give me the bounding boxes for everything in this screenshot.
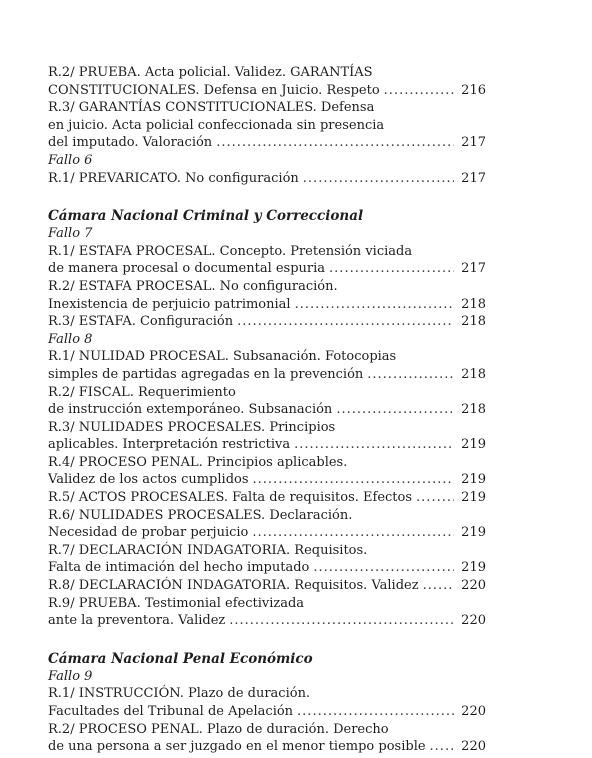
dot-leader: [237, 313, 454, 331]
toc-line: [48, 454, 486, 472]
entry-text: de manera procesal o documental espuria: [48, 261, 326, 277]
entry-text: R.3/ ESTAFA. Configuración: [48, 314, 234, 330]
toc-line: [48, 99, 486, 117]
dot-leader: [294, 436, 454, 454]
dot-leader: [229, 612, 454, 630]
entry-text: Validez de los actos cumplidos: [48, 472, 249, 488]
toc-entry: [48, 64, 486, 99]
toc-entry: [48, 577, 486, 595]
page-number: 218: [461, 402, 486, 418]
entry-text: R.2/ PROCESO PENAL. Plazo de duración. Derecho: [48, 721, 389, 737]
toc-line: [48, 313, 486, 331]
toc-line: [48, 685, 486, 703]
toc-line: [48, 348, 486, 366]
toc-line: [48, 134, 486, 152]
entry-text: R.3/ NULIDADES PROCESALES. Principios: [48, 419, 336, 435]
toc-entry: [48, 507, 486, 542]
page-number: 219: [461, 525, 486, 541]
toc-line: [48, 419, 486, 437]
toc-line: [48, 278, 486, 296]
entry-text: CONSTITUCIONALES. Defensa en Juicio. Respeto: [48, 82, 380, 98]
page-number: 220: [461, 613, 486, 629]
entry-text: aplicables. Interpretación restrictiva: [48, 437, 291, 453]
page-number: 217: [461, 170, 486, 186]
page-number: 220: [461, 704, 486, 719]
table-of-contents: [48, 64, 486, 756]
toc-entry: [48, 721, 486, 756]
toc-section: [48, 64, 486, 187]
dot-leader: [303, 170, 454, 188]
entry-text: R.2/ ESTAFA PROCESAL. No configuración.: [48, 278, 338, 294]
entry-text: Inexistencia de perjuicio patrimonial: [48, 296, 291, 312]
toc-line: [48, 117, 486, 135]
toc-entry: [48, 278, 486, 313]
entry-text: R.2/ PRUEBA. Acta policial. Validez. GARANTÍAS: [48, 65, 373, 80]
toc-entry: [48, 685, 486, 720]
toc-entry: [48, 595, 486, 630]
page-number: 220: [461, 739, 486, 755]
page-number: 217: [461, 135, 486, 151]
entry-text: Falta de intimación del hecho imputado: [48, 560, 310, 576]
toc-line: [48, 577, 486, 595]
entry-text: ante la preventora. Validez: [48, 613, 226, 629]
dot-leader: [367, 366, 454, 384]
toc-line: [48, 542, 486, 560]
toc-line: [48, 595, 486, 613]
toc-line: [48, 64, 486, 82]
entry-text: R.1/ NULIDAD PROCESAL. Subsanación. Fotocopias: [48, 349, 397, 365]
page-number: 218: [461, 314, 486, 330]
toc-line: [48, 296, 486, 314]
toc-line: [48, 260, 486, 278]
toc-entry: [48, 542, 486, 577]
entry-text: R.9/ PRUEBA. Testimonial efectivizada: [48, 595, 305, 611]
dot-leader: [423, 577, 454, 595]
fallo-heading: Fallo 6: [48, 152, 93, 168]
entry-text: R.3/ GARANTÍAS CONSTITUCIONALES. Defensa: [48, 100, 375, 116]
toc-section: [48, 207, 486, 630]
page-number: 217: [461, 261, 486, 277]
toc-entry: [48, 384, 486, 419]
court-heading: Cámara Nacional Penal Económico: [48, 650, 313, 667]
toc-entry: [48, 99, 486, 152]
entry-text: del imputado. Valoración: [48, 135, 213, 151]
page-number: 219: [461, 560, 486, 576]
toc-section: [48, 650, 486, 756]
toc-entry: [48, 489, 486, 507]
dot-leader: [313, 559, 454, 577]
toc-entry: [48, 243, 486, 278]
entry-text: R.7/ DECLARACIÓN INDAGATORIA. Requisitos.: [48, 542, 368, 558]
toc-entry: [48, 170, 486, 188]
toc-line: [48, 82, 486, 100]
toc-line: [48, 524, 486, 542]
dot-leader: [297, 703, 454, 721]
dot-leader: [336, 401, 454, 419]
toc-line: [48, 401, 486, 419]
dot-leader: [295, 296, 454, 314]
dot-leader: [430, 738, 454, 756]
entry-text: R.1/ INSTRUCCIÓN. Plazo de duración.: [48, 686, 311, 702]
entry-text: de instrucción extemporáneo. Subsanación: [48, 402, 333, 418]
page-number: 220: [461, 578, 486, 594]
toc-line: [48, 507, 486, 525]
toc-line: [48, 489, 486, 507]
toc-entry: [48, 419, 486, 454]
entry-text: simples de partidas agregadas en la prevención: [48, 366, 364, 382]
toc-line: [48, 612, 486, 630]
page-number: 218: [461, 296, 486, 312]
dot-leader: [384, 82, 454, 100]
entry-text: R.1/ PREVARICATO. No configuración: [48, 170, 299, 186]
entry-text: Facultades del Tribunal de Apelación: [48, 704, 294, 719]
page-number: 216: [461, 82, 486, 98]
entry-text: R.5/ ACTOS PROCESALES. Falta de requisitos. Efectos: [48, 490, 413, 506]
fallo-heading: Fallo 8: [48, 331, 93, 347]
page-number: 219: [461, 490, 486, 506]
toc-line: [48, 384, 486, 402]
entry-text: en juicio. Acta policial confeccionada sin presencia: [48, 117, 385, 133]
court-heading: Cámara Nacional Criminal y Correccional: [48, 208, 364, 225]
toc-entry: [48, 454, 486, 489]
toc-line: [48, 366, 486, 384]
toc-line: [48, 243, 486, 261]
toc-line: [48, 703, 486, 721]
toc-line: [48, 721, 486, 739]
entry-text: R.4/ PROCESO PENAL. Principios aplicables.: [48, 454, 348, 470]
toc-line: [48, 738, 486, 756]
page-number: 218: [461, 366, 486, 382]
page-number: 219: [461, 437, 486, 453]
entry-text: R.1/ ESTAFA PROCESAL. Concepto. Pretensión viciada: [48, 243, 413, 259]
toc-line: [48, 559, 486, 577]
fallo-heading: Fallo 7: [48, 226, 93, 242]
toc-line: [48, 170, 486, 188]
toc-entry: [48, 313, 486, 331]
dot-leader: [216, 134, 454, 152]
dot-leader: [253, 471, 454, 489]
page-number: 219: [461, 472, 486, 488]
fallo-heading: Fallo 9: [48, 668, 93, 684]
entry-text: R.2/ FISCAL. Requerimiento: [48, 384, 236, 400]
toc-line: [48, 436, 486, 454]
dot-leader: [329, 260, 454, 278]
dot-leader: [252, 524, 454, 542]
entry-text: R.6/ NULIDADES PROCESALES. Declaración.: [48, 507, 353, 523]
toc-line: [48, 471, 486, 489]
dot-leader: [416, 489, 454, 507]
entry-text: de una persona a ser juzgado en el menor tiempo posible: [48, 739, 426, 755]
toc-entry: [48, 348, 486, 383]
entry-text: R.8/ DECLARACIÓN INDAGATORIA. Requisitos. Validez: [48, 578, 419, 594]
entry-text: Necesidad de probar perjuicio: [48, 525, 249, 541]
